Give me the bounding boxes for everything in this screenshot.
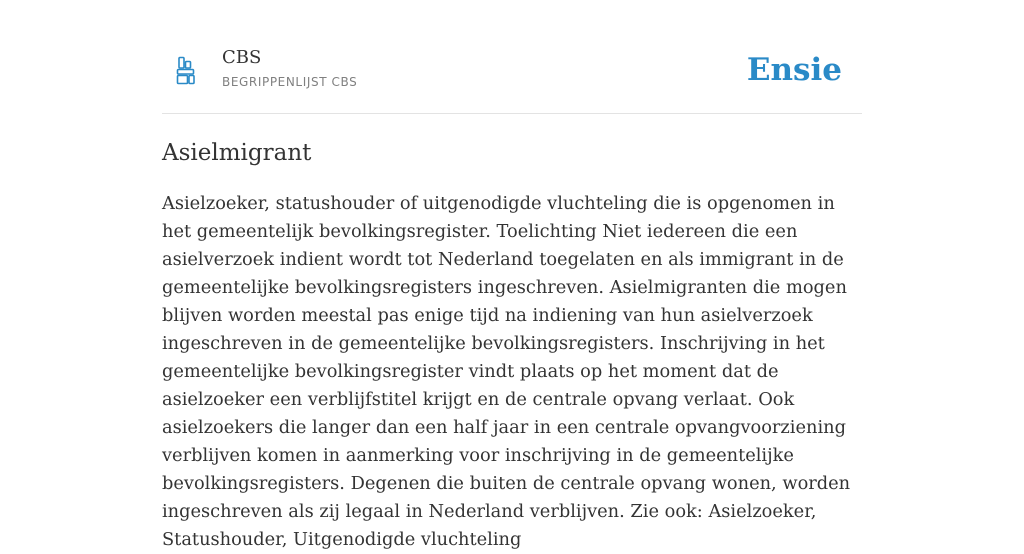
cbs-logo-icon[interactable]	[176, 56, 196, 86]
term-definition: Asielzoeker, statushouder of uitgenodigde vluchteling die is opgenomen in het gemeentelijk bevolkingsregister. Toelichting Niet iedereen die een asielverzoek indient wordt tot Nederland toegelaten en als immigrant in de gemeentelijke bevolkingsregisters ingeschreven. Asielmigranten die mogen blijven worden meestal pas enige tijd na indiening van hun asielverzoek ingeschreven in de gemeentelijke bevolkingsregisters. Inschrijving in het gemeentelijke bevolkingsregister vindt plaats op het moment dat de asielzoeker een verblijfstitel krijgt en de centrale opvang verlaat. Ook asielzoekers die langer dan een half jaar in een centrale opvangvoorziening verblijven komen in aanmerking voor inschrijving in de gemeentelijke bevolkingsregisters. Degenen die buiten de centrale opvang wonen, worden ingeschreven als zij legaal in Nederland verblijven. Zie ook: Asielzoeker, Statushouder, Uitgenodigde vluchteling	[162, 193, 851, 550]
page-title: Asielmigrant	[162, 140, 312, 166]
ensie-logo-link[interactable]: Ensie	[746, 52, 842, 88]
org-subtitle[interactable]: BEGRIPPENLIJST CBS	[222, 75, 358, 89]
org-name[interactable]: CBS	[222, 47, 262, 68]
header	[162, 40, 862, 114]
